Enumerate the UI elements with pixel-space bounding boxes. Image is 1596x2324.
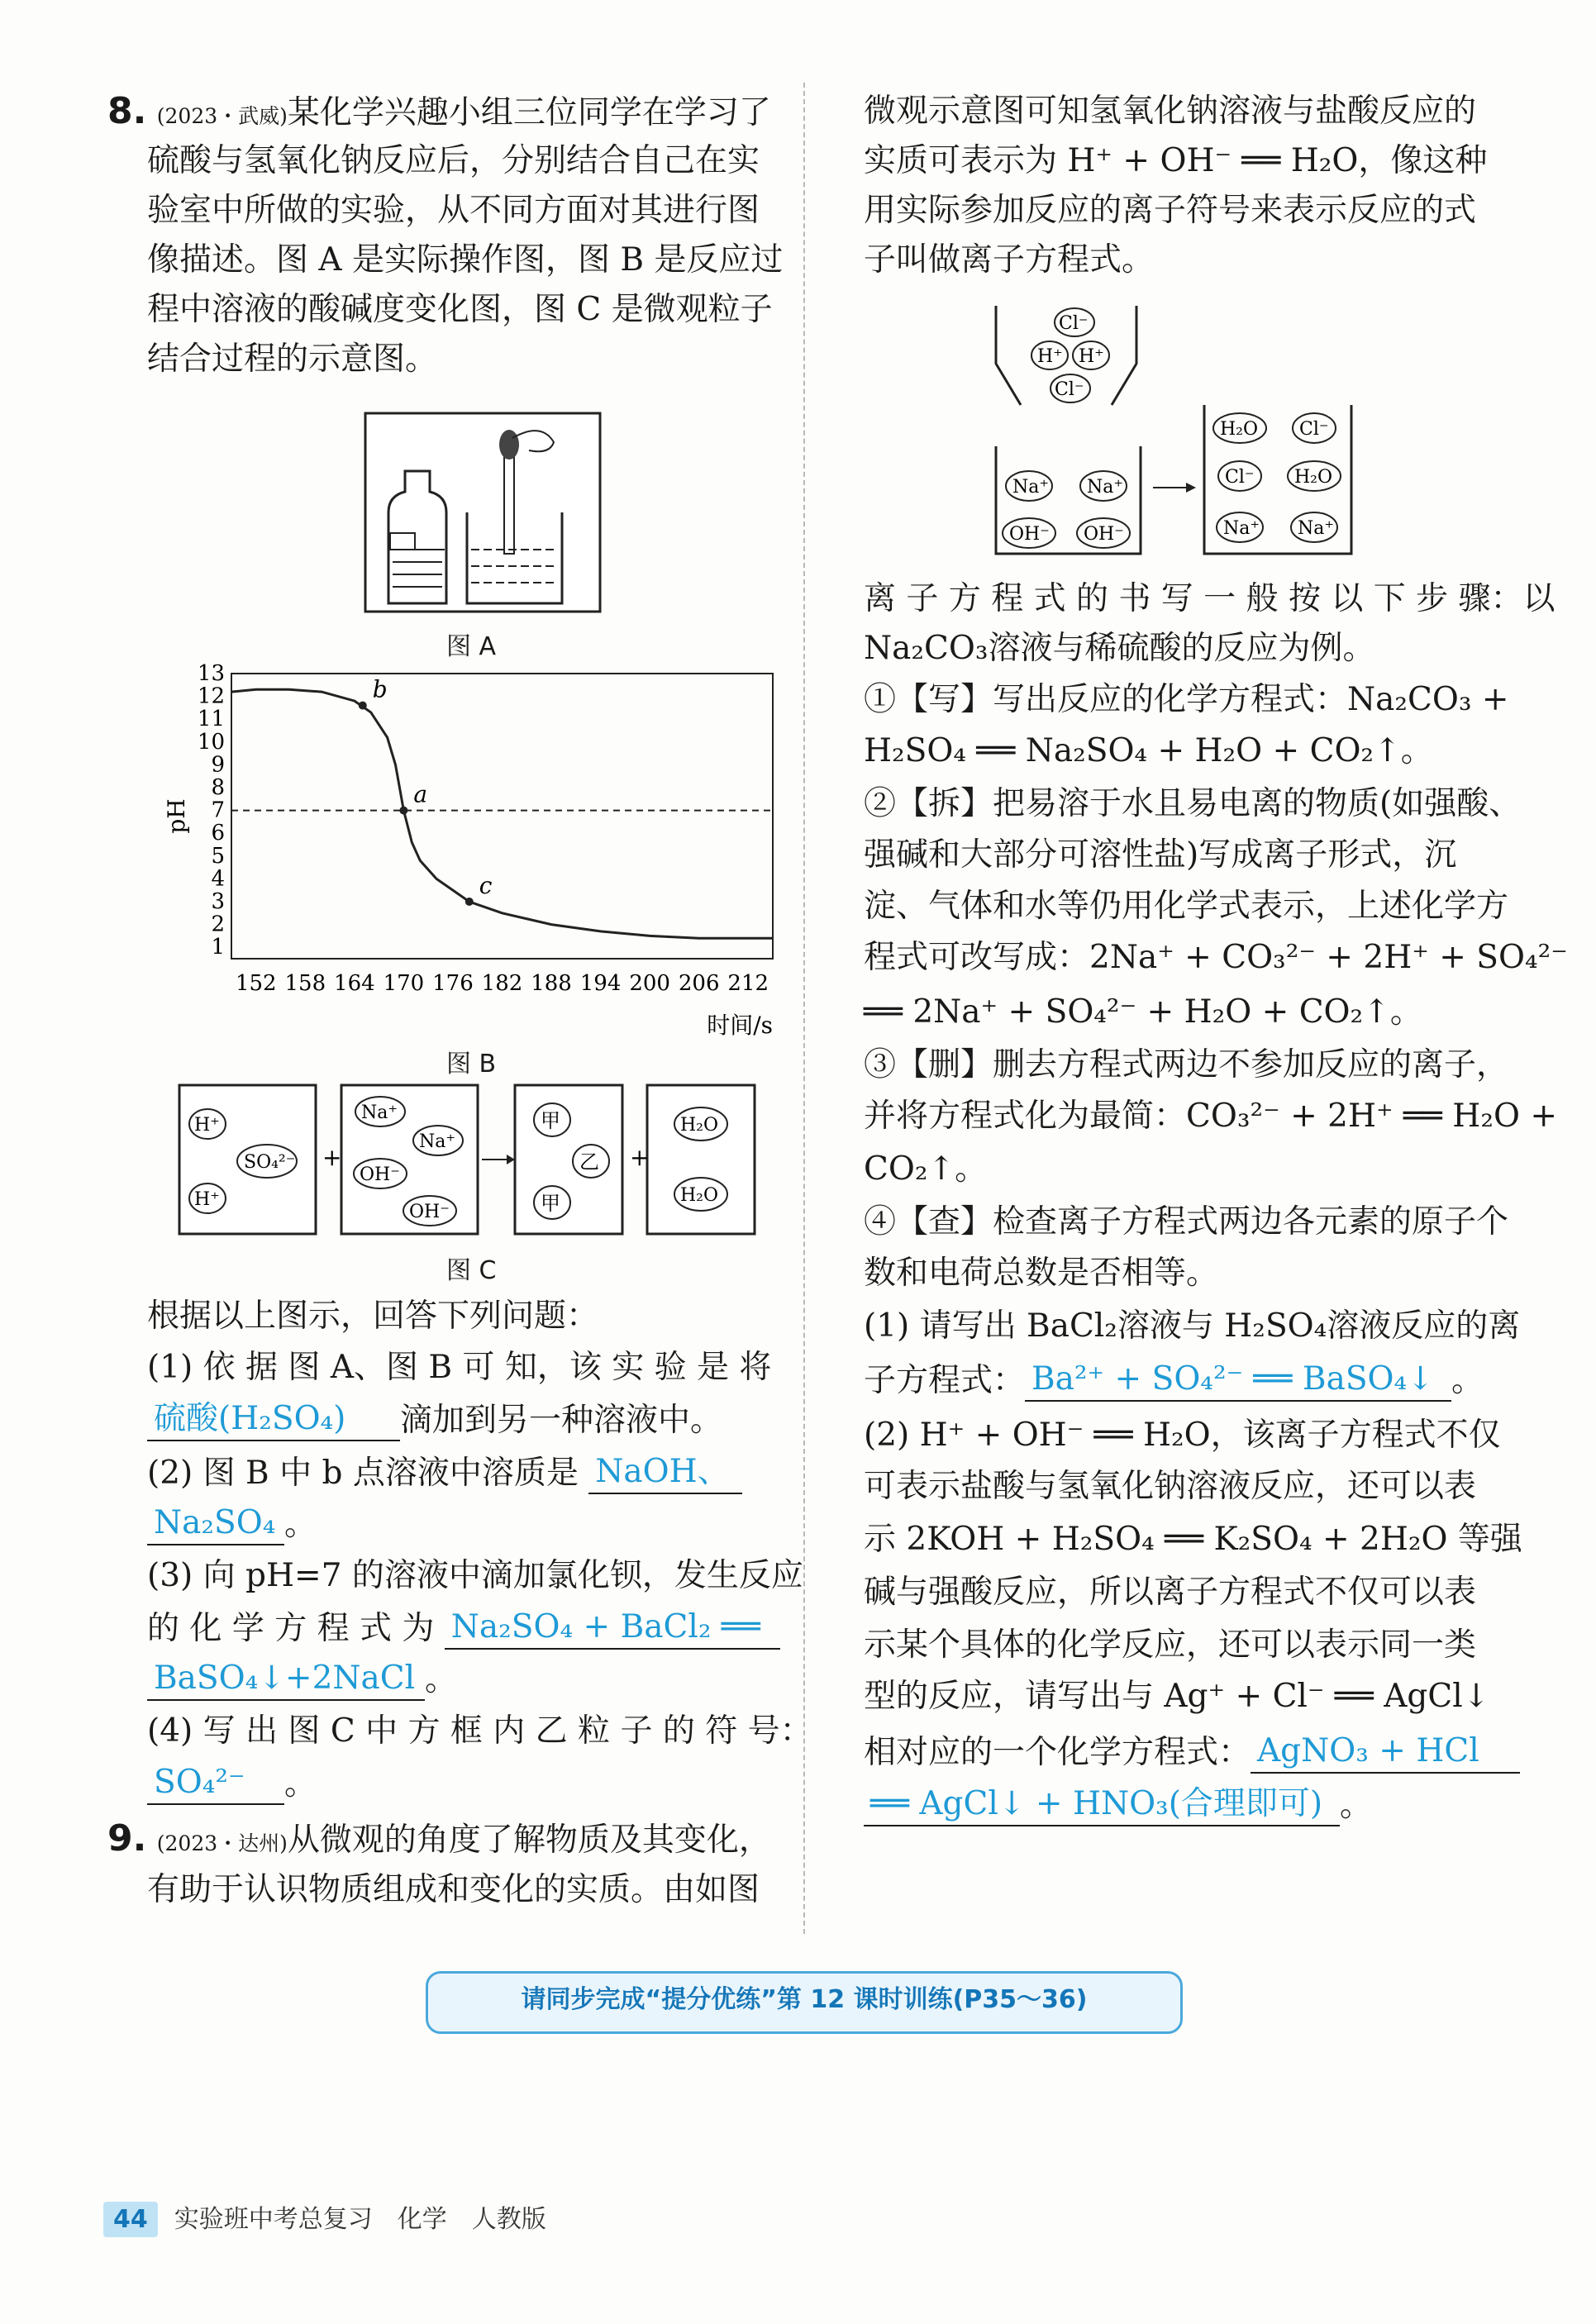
column-divider [803,83,805,1934]
q8-stem-4: 程中溶液的酸碱度变化图，图 C 是微观粒子 [147,291,773,328]
y-tick-label-10: 10 [197,729,225,755]
y-tick-label-5: 5 [211,843,225,869]
q8-p3-text: (3) 向 pH=7 的溶液中滴加氯化钡，发生反应 [147,1557,803,1594]
q9-p2-2: 示 2KOH + H₂SO₄ ══ K₂SO₄ + 2H₂O 等强 [864,1521,1522,1558]
q9-right-1: 实质可表示为 H⁺ + OH⁻ ══ H₂O，像这种 [864,142,1488,179]
q8-p1-text: (1) 依 据 图 A、图 B 可 知，该 实 验 是 将 [147,1349,772,1386]
figc-b3-ion-0: 甲 [541,1109,560,1132]
y-tick-label-13: 13 [197,661,225,686]
figc-plus-2: + [630,1144,650,1171]
x-tick-label-176: 176 [432,971,474,996]
q9-step-1: Na₂CO₃溶液与稀硫酸的反应为例。 [864,630,1375,667]
q8-p2-text: (2) 图 B 中 b 点溶液中溶质是 [147,1455,579,1492]
practice-banner: 请同步完成“提分优练”第 12 课时训练(P35～36) [426,1971,1183,2034]
q9-p2-3: 碱与强酸反应，所以离子方程式不仅可以表 [864,1574,1477,1611]
x-tick-label-170: 170 [383,971,425,996]
q9-top-ion-0: Cl⁻ [1059,313,1089,334]
q8-stem-0: 某化学兴趣小组三位同学在学习了 [287,94,771,131]
q9-step-2: ①【写】写出反应的化学方程式：Na₂CO₃ + [864,681,1509,718]
y-tick-label-4: 4 [211,866,225,892]
q9-step-0: 离 子 方 程 式 的 书 写 一 般 按 以 下 步 骤：以 [864,580,1556,617]
q8-p4-line2 [147,1762,317,1805]
figc-b3-ion-1: 乙 [579,1150,599,1174]
q9-top-ion-1: H⁺ [1037,346,1063,367]
q9-right-0: 微观示意图可知氢氧化钠溶液与盐酸反应的 [864,93,1477,130]
q8-stem-1: 硫酸与氢氧化钠反应后，分别结合自己在实 [147,142,760,179]
q9-p2-answer-1[interactable]: AgNO₃ + HCl [1251,1731,1520,1774]
page-footer [103,2198,546,2237]
y-tick-label-9: 9 [211,752,225,778]
q9-stem-1: 有助于认识物质组成和变化的实质。由如图 [147,1871,760,1908]
q9-beaker-ion-1: Na⁺ [1087,477,1123,498]
q9-p2-5: 型的反应，请写出与 Ag⁺ + Cl⁻ ══ AgCl↓ [864,1678,1490,1715]
y-tick-label-12: 12 [197,683,225,709]
point-a [399,807,407,815]
figure-c-caption: 图 C [446,1256,497,1285]
q9-result-ion-3: H₂O [1294,467,1333,488]
q9-top-ion-3: Cl⁻ [1055,379,1084,400]
q9-result-ion-4: Na⁺ [1223,518,1260,539]
q8-intro: 根据以上图示，回答下列问题： [147,1298,599,1335]
figc-b1-ion-0: H⁺ [194,1115,220,1136]
x-tick-label-182: 182 [481,971,523,996]
figure-c-diagram [178,1079,756,1244]
q9-beaker-ion-2: OH⁻ [1009,524,1050,545]
q9-p1-answer[interactable]: Ba²⁺ + SO₄²⁻ ══ BaSO₄↓ [1025,1359,1451,1402]
q9-number: 9. [107,1817,147,1860]
q8-p3-answer-2[interactable]: BaSO₄↓+2NaCl [147,1658,425,1701]
q9-micro-diagram [988,298,1401,570]
point-label-a: a [413,780,428,808]
q9-step-9: ③【删】删去方程式两边不参加反应的离子， [864,1046,1509,1083]
ph-curve [231,689,773,938]
y-tick-label-11: 11 [197,707,225,732]
q9-p2-lead: 相对应的一个化学方程式： [864,1734,1251,1771]
q9-p2-answer-2[interactable]: ══ AgCl↓ + HNO₃(合理即可) [864,1783,1340,1826]
q9-step-4: ②【拆】把易溶于水且易电离的物质(如强酸、 [864,785,1522,822]
q9-beaker-ion-3: OH⁻ [1084,524,1124,545]
q9-result-ion-1: Cl⁻ [1299,419,1329,440]
figure-b-chart [161,661,798,1041]
q9-step-13: 数和电荷总数是否相等。 [864,1255,1219,1292]
y-tick-label-7: 7 [211,798,225,823]
q9-step-6: 淀、气体和水等仍用化学式表示，上述化学方 [864,888,1509,925]
q8-p3-end: 。 [425,1661,458,1698]
x-axis-label: 时间/s [707,1012,773,1039]
q9-p1-text: (1) 请写出 BaCl₂溶液与 H₂SO₄溶液反应的离 [864,1307,1521,1345]
q8-p4-end: 。 [284,1765,317,1803]
x-tick-label-194: 194 [579,971,622,996]
point-c [465,898,474,906]
q8-tag: (2023・武威) [156,104,288,128]
q8-p1-line2 [147,1398,722,1441]
q8-p4-text: (4) 写 出 图 C 中 方 框 内 乙 粒 子 的 符 号： [147,1712,812,1750]
q9-right-3: 子叫做离子方程式。 [864,241,1155,279]
q9-result-ion-2: Cl⁻ [1225,467,1255,488]
q8-p3-line2 [147,1607,780,1650]
figc-b2-ion-2: OH⁻ [360,1164,400,1185]
figure-a-caption: 图 A [446,632,497,661]
figc-b4-ion-0: H₂O [680,1115,719,1136]
q8-p4-answer[interactable]: SO₄²⁻ [147,1762,284,1805]
figc-plus-1: + [322,1144,342,1171]
q8-p3-line3 [147,1658,457,1701]
q9-p2-4: 示某个具体的化学反应，还可以表示同一类 [864,1626,1477,1664]
figure-a-apparatus [364,405,603,620]
x-tick-label-200: 200 [629,971,670,996]
q8-p1-tail: 滴加到另一种溶液中。 [400,1402,723,1439]
q9-step-10: 并将方程式化为最简：CO₃²⁻ + 2H⁺ ══ H₂O + [864,1098,1557,1135]
page-number: 44 [103,2202,158,2237]
x-tick-label-152: 152 [235,971,277,996]
q9-stem-0: 从微观的角度了解物质及其变化， [287,1822,771,1859]
figc-b3-ion-2: 甲 [541,1192,560,1215]
figc-b4-ion-1: H₂O [680,1185,719,1206]
point-label-c: c [479,872,493,899]
figc-b1-ion-1: SO₄²⁻ [244,1152,296,1173]
x-tick-label-158: 158 [284,971,326,996]
point-label-b: b [372,675,388,703]
x-tick-label-212: 212 [727,971,769,996]
q9-tag: (2023・达州) [156,1831,288,1855]
q9-right-2: 用实际参加反应的离子符号来表示反应的式 [864,192,1477,229]
q8-stem-2: 验室中所做的实验，从不同方面对其进行图 [147,192,760,229]
point-b [359,702,367,710]
q8-p2-answer-2[interactable]: Na₂SO₄ [147,1503,284,1545]
q9-step-8: ══ 2Na⁺ + SO₄²⁻ + H₂O + CO₂↑。 [864,993,1422,1031]
x-tick-label-188: 188 [531,971,572,996]
y-tick-label-3: 3 [211,889,225,914]
figc-b1-ion-2: H⁺ [194,1189,220,1210]
q9-step-3: H₂SO₄ ══ Na₂SO₄ + H₂O + CO₂↑。 [864,732,1433,769]
x-tick-label-206: 206 [678,971,720,996]
q8-stem-5: 结合过程的示意图。 [147,341,438,378]
q8-line-1 [107,91,771,137]
y-axis-label: pH [163,798,190,834]
q9-result-ion-0: H₂O [1220,419,1259,440]
q9-p2-end: 。 [1340,1787,1373,1824]
q8-p2-end: 。 [284,1506,317,1543]
q9-beaker-ion-0: Na⁺ [1012,477,1049,498]
y-tick-label-8: 8 [211,775,225,800]
q9-step-12: ④【查】检查离子方程式两边各元素的原子个 [864,1203,1509,1241]
q9-p1-line2 [864,1359,1484,1402]
q8-p3-lead: 的 化 学 方 程 式 为 [147,1610,435,1647]
q9-p1-end: 。 [1451,1362,1484,1399]
q8-p3-answer-1[interactable]: Na₂SO₄ + BaCl₂ ══ [445,1607,780,1650]
y-tick-label-2: 2 [211,912,225,937]
q9-line-1 [107,1818,771,1864]
q9-p2-line7 [864,1731,1520,1774]
figc-b2-ion-1: Na⁺ [419,1131,455,1152]
chart-frame [231,674,773,959]
figc-b2-ion-3: OH⁻ [409,1202,450,1222]
y-tick-label-6: 6 [211,821,225,846]
q9-p2-0: (2) H⁺ + OH⁻ ══ H₂O，该离子方程式不仅 [864,1417,1501,1454]
q9-top-ion-2: H⁺ [1079,346,1104,367]
q9-step-5: 强碱和大部分可溶性盐)写成离子形式，沉 [864,836,1457,874]
figc-b2-ion-0: Na⁺ [361,1102,398,1123]
q8-p2-line2 [147,1503,317,1545]
q9-result-ion-5: Na⁺ [1298,518,1334,539]
q9-p2-1: 可表示盐酸与氢氧化钠溶液反应，还可以表 [864,1468,1477,1505]
q8-p1-answer[interactable]: 硫酸(H₂SO₄) [147,1398,400,1441]
x-tick-label-164: 164 [334,971,375,996]
q8-stem-3: 像描述。图 A 是实际操作图，图 B 是反应过 [147,241,784,279]
q8-p2-answer-1[interactable]: NaOH、 [588,1451,742,1494]
q9-p2-line8 [864,1783,1372,1826]
q8-p2-line [147,1451,742,1494]
y-tick-label-1: 1 [211,935,225,960]
q8-number: 8. [107,90,147,132]
q9-step-7: 程式可改写成：2Na⁺ + CO₃²⁻ + 2H⁺ + SO₄²⁻ [864,939,1568,976]
figure-b-caption: 图 B [446,1050,497,1079]
q9-p1-lead: 子方程式： [864,1362,1026,1399]
footer-text: 实验班中考总复习 化学 人教版 [174,2205,546,2234]
q9-step-11: CO₂↑。 [864,1150,988,1188]
